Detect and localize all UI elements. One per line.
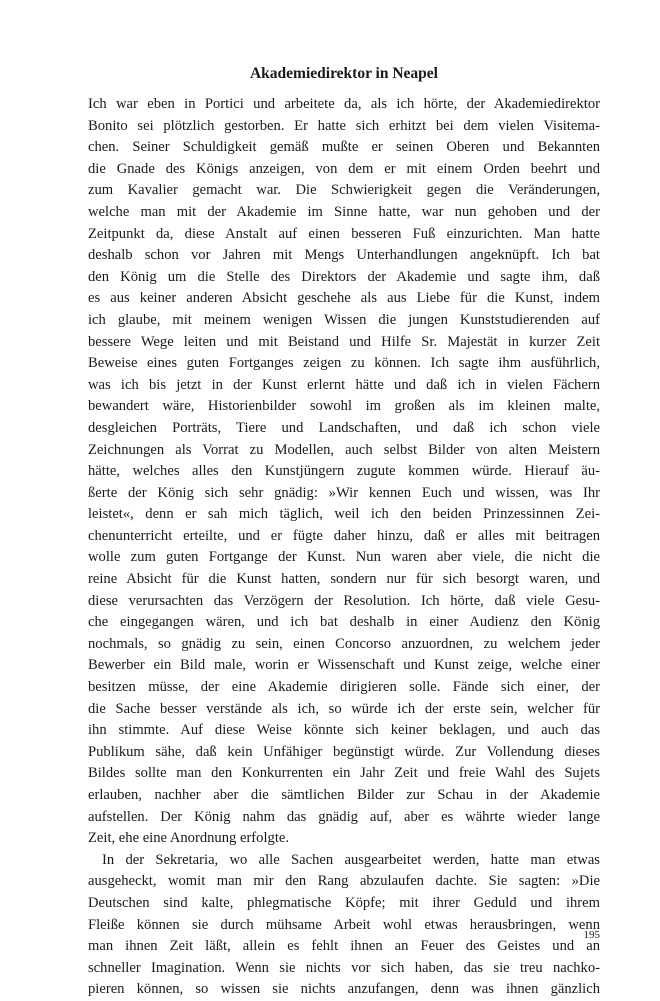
text-line: desgleichen Porträts, Tiere und Landschaften, und daß ich schon viele [88, 419, 600, 436]
text-line: pieren können, so wissen sie nichts anzufangen, denn was ihnen gänzlich [88, 981, 600, 998]
text-line: ausgeheckt, womit man mir den Rang abzulaufen dachte. Sie sagten: »Die [88, 873, 600, 890]
page-number: 195 [583, 929, 600, 941]
text-line: Zeitpunkt da, diese Anstalt auf einen besseren Fuß einzurichten. Man hatte [88, 225, 600, 242]
text-line: Deutschen sind kalte, phlegmatische Köpfe; mit ihrer Geduld und ihrem [88, 894, 600, 911]
text-line: es aus keiner anderen Absicht geschehe als aus Liebe für die Kunst, indem [88, 290, 600, 307]
text-line: wolle zum guten Fortgange der Kunst. Nun waren aber viele, die nicht die [88, 549, 600, 566]
text-line: die Sache besser verstände als ich, so würde ich der erste sein, welcher für [88, 700, 600, 717]
text-line: Bildes sollte man den Konkurrenten ein Jahr Zeit und freie Wahl des Sujets [88, 765, 600, 782]
text-line: diese verursachten das Verzögern der Resolution. Ich hörte, daß viele Gesu- [88, 592, 600, 609]
text-line: Beweise eines guten Fortganges zeigen zu können. Ich sagte ihm ausführlich, [88, 355, 600, 372]
text-line: Bonito sei plötzlich gestorben. Er hatte sich erhitzt bei dem vielen Visitema- [88, 117, 600, 134]
text-line: schneller Imagination. Wenn sie nichts vor sich haben, das sie treu nachko- [88, 959, 600, 976]
text-line: bessere Wege leiten und mit Beistand und Hilfe Sr. Majestät in kurzer Zeit [88, 333, 600, 350]
page-body [88, 64, 600, 1001]
text-line: Fleiße können sie durch mühsame Arbeit wohl etwas herausbringen, wenn [88, 916, 600, 933]
text-line: bewandert wäre, Historienbilder sowohl im großen als im kleinen malte, [88, 398, 600, 415]
text-line: ihn stimmte. Auf diese Weise könnte sich keiner beklagen, und auch das [88, 722, 600, 739]
text-line: besitzen müsse, der eine Akademie dirigieren solle. Fände sich einer, der [88, 679, 600, 696]
text-line: reine Absicht für die Kunst hatten, sondern nur für sich besorgt waren, und [88, 571, 600, 588]
text-line: Publikum sähe, daß kein Unfähiger begünstigt würde. Zur Vollendung dieses [88, 743, 600, 760]
text-line: ßerte der König sich sehr gnädig: »Wir kennen Euch und wissen, was Ihr [88, 484, 600, 501]
text-line: In der Sekretaria, wo alle Sachen ausgearbeitet werden, hatte man etwas [102, 851, 600, 868]
text-line: nochmals, so gnädig zu sein, einen Concorso anzuordnen, zu welchem jeder [88, 635, 600, 652]
text-line: ich glaube, mit meinem wenigen Wissen die jungen Kunststudierenden auf [88, 311, 600, 328]
text-line: deshalb schon vor Jahren mit Mengs Unterhandlungen angeknüpft. Ich bat [88, 247, 600, 264]
text-line: was ich bis jetzt in der Kunst erlernt hätte und daß ich in vielen Fächern [88, 376, 600, 393]
text-line: hätte, welches alles den Kunstjüngern zugute kommen würde. Hierauf äu- [88, 463, 600, 480]
text-line: leistet«, denn er sah mich täglich, weil ich den beiden Prinzessinnen Zei- [88, 506, 600, 523]
text-line: erlauben, nachher aber die sämtlichen Bilder zur Schau in der Akademie [88, 787, 600, 803]
text-line: Zeichnungen als Vorrat zu Modellen, auch selbst Bilder von alten Meistern [88, 441, 600, 458]
text-line: Zeit, ehe eine Anordnung erfolgte. [88, 830, 289, 847]
text-line: die Gnade des Königs anzeigen, von dem er mit einem Orden beehrt und [88, 160, 600, 177]
text-line: chen. Seiner Schuldigkeit gemäß mußte er seinen Oberen und Bekannten [88, 139, 600, 156]
text-line: Bewerber ein Bild male, worin er Wissenschaft und Kunst zeige, welche einer [88, 657, 600, 674]
text-line: zum Kavalier gemacht war. Die Schwierigkeit gegen die Veränderungen, [88, 182, 600, 199]
text-line: che eingegangen wären, und ich bat deshalb in einer Audienz den König [88, 614, 600, 631]
text-line: chenunterricht erteilte, und er fügte daher hinzu, daß er alles mit beitragen [88, 527, 600, 544]
text-line: Ich war eben in Portici und arbeitete da, als ich hörte, der Akademiedirektor [88, 96, 600, 112]
text-line: man ihnen Zeit läßt, allein es fehlt ihnen an Feuer des Geistes und an [88, 938, 600, 955]
chapter-title: Akademiedirektor in Neapel [249, 65, 438, 82]
body-text [88, 94, 600, 1001]
text-line: den König um die Stelle des Direktors der Akademie und sagte ihm, daß [88, 268, 600, 285]
text-line: welche man mit der Akademie im Sinne hatte, war nun gehoben und der [88, 203, 600, 220]
text-line: aufstellen. Der König nahm das gnädig auf, aber es währte wieder lange [88, 808, 600, 825]
